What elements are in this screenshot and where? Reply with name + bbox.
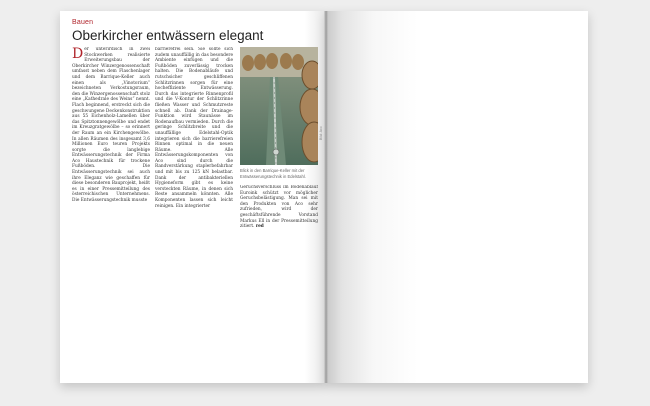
section-label: Bauen [72,19,94,26]
page-spine [324,11,328,383]
photo-caption: Blick in den Barrique-Keller mit der Entwässerungstechnik in Edelstahl. [240,168,306,179]
dropcap: D [72,47,84,62]
article-headline: Oberkircher entwässern elegant [72,28,264,43]
article-column-2 [155,47,233,257]
column-2-text: barrierefrei sein. Sie sollte sich zudem unauffällig in das besondere Ambiente einfügen und die Fußböden zuverlässig trocken halten. Die Bodenabläufe und rutschsicher geschliffenen Schlitzrinnen sorgen für eine hocheffiziente Entwässerung. Durch das integrierte Rinnenprofil und die V-Kontur der Schlitzrinne fließen Wasser und Schmutzreste schnell ab. Dank der Drainage-Funktion wird Staunässe im Rodenaufbau vermieden. Durch die geringe Schlitzbreite und die unauffällige Edelstahl-Optik integrieren sich die barrierefreien Rinnen optimal in die neuen Räume. Alle Entwässerungskomponenten von Aco sind durch die Randverstärkung staplerbefahrbar und mit bis zu 125 kN belastbar. Dank der antibakteriellen Hygieneform gibt es keine versteckten Räume, in denen sich Reste ansammeln könnten. Alle Komponenten lassen sich leicht reinigen. Ein integrierter [155,47,233,209]
author-endmark: red [255,224,264,230]
right-page [326,11,588,383]
column-3-text: Geruchsverschluss im Bodenablauf Euroink schützt vor möglicher Geruchsbelästigung. Man sei mit den Produkten von Aco sehr zufrieden, wird der geschäftsführende Vorstand Markus Ell in der Pressemitteilung zitiert. [240,185,318,230]
article-column-3 [240,185,318,245]
photo-credit: Bild: Aco [319,126,323,140]
article-column-1 [72,47,150,257]
column-1-text: er unterirdisch in zwei Stockwerken realisierte Erweiterungsbau der Oberkircher Winzergenossenschaft umfasst neben dem Flaschenlager und dem Barrique-Keller auch einen als „Vinotorium“ bezeichneten Verkostungsraum, den die Winzergenossenschaft stolz eine „Kathedrale des Weins“ nennt. Flach beginnend, erstreckt sich die geschwungene Deckenkonstruktion aus 55 Eichenholz-Lamellen über das Spitztonnengewölbe und endet im Kreuzgratgewölbe – so erinnert der Raum an ein Kirchengewölbe. In allen Räumen des insgesamt 3,6 Millionen Euro teuren Projekts sorgte die langlebige Entwässerungstechnik der Firma Aco Haustechnik für trockene Fußböden. Die Entwässerungstechnik sei auch ihre Eleganz wie geschaffen für diese besonderen Bauprojekt, heißt es in einer Pressemitteilung des österreichischen Unternehmens. Die Entwässerungstechnik musste [72,47,150,204]
cellar-photo-image [240,47,318,165]
article-photo [240,47,318,165]
